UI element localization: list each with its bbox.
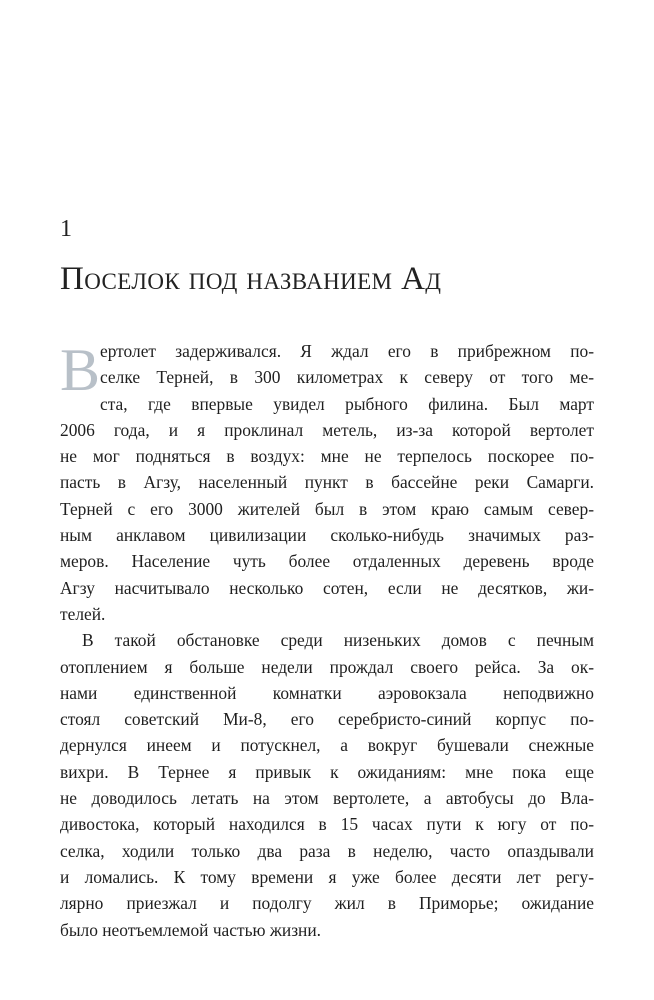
text-line: нами единственной комнатки аэровокзала неподвижно: [60, 682, 594, 703]
text-line: селке Терней, в 300 километрах к северу от того ме-: [100, 367, 594, 388]
text-line: В такой обстановке среди низеньких домов с печным: [82, 630, 594, 651]
text-line: лярно приезжал и подолгу жил в Приморье; ожидание: [60, 893, 594, 914]
text-line: Терней с его 3000 жителей был в этом краю самым север-: [60, 498, 594, 519]
paragraph-2: [60, 627, 594, 943]
text-line: не доводилось летать на этом вертолете, а автобусы до Вла-: [60, 788, 594, 809]
text-line: 2006 года, и я проклинал метель, из-за которой вертолет: [60, 419, 594, 440]
text-line: Агзу насчитывало несколько сотен, если не десятков, жи-: [60, 577, 594, 598]
text-line: и ломались. К тому времени я уже более десяти лет регу-: [60, 866, 594, 887]
text-line: меров. Население чуть более отдаленных деревень вроде: [60, 551, 594, 572]
text-line: было неотъемлемой частью жизни.: [60, 919, 322, 940]
text-line: стоял советский Ми-8, его серебристо-синий корпус по-: [60, 709, 594, 730]
text-line: пасть в Агзу, населенный пункт в бассейне реки Самарги.: [60, 472, 594, 493]
body-text: [60, 338, 594, 943]
text-line: отоплением я больше недели прождал своего рейса. За ок-: [60, 656, 594, 677]
text-line: ста, где впервые увидел рыбного филина. Был март: [100, 393, 594, 414]
text-line: вихри. В Тернее я привык к ожиданиям: мне пока еще: [60, 761, 594, 782]
paragraph-1: [60, 338, 594, 627]
drop-cap: В: [60, 337, 101, 403]
text-line: телей.: [60, 603, 106, 624]
text-line: не мог подняться в воздух: мне не терпелось поскорее по-: [60, 446, 594, 467]
chapter-title: Поселок под названием Ад: [60, 261, 442, 297]
text-line: ертолет задерживался. Я ждал его в прибрежном по-: [100, 341, 594, 361]
text-line: дивостока, который находился в 15 часах пути к югу от по-: [60, 814, 594, 835]
text-line: дернулся инеем и потускнел, а вокруг бушевали снежные: [60, 735, 594, 756]
chapter-number: 1: [60, 216, 72, 242]
text-line: ным анклавом цивилизации сколько-нибудь значимых раз-: [60, 525, 594, 546]
text-line: селка, ходили только два раза в неделю, часто опаздывали: [60, 840, 594, 861]
